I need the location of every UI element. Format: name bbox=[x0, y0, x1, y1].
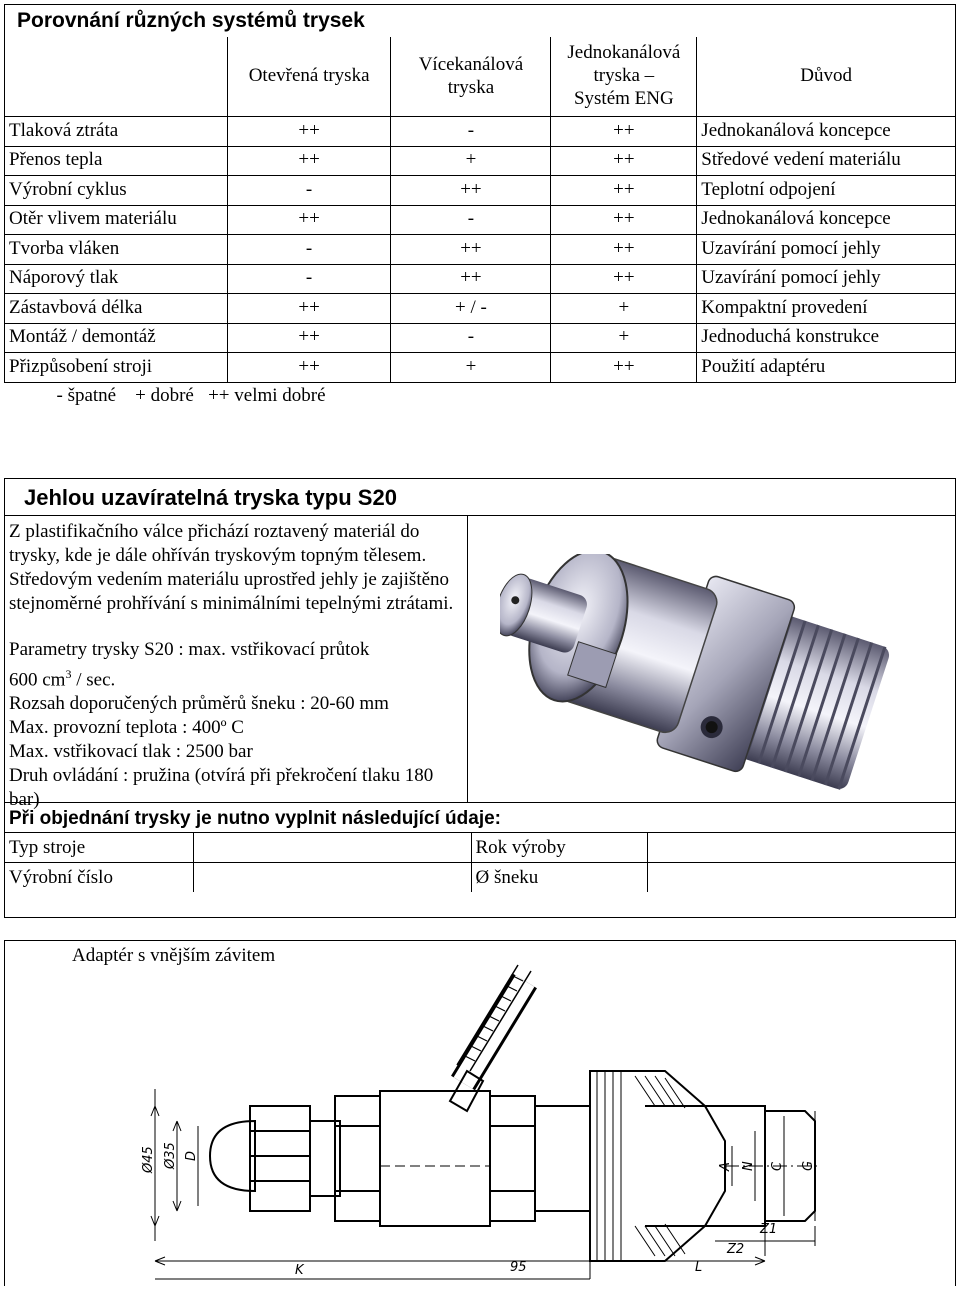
cell-singlechannel: ++ bbox=[551, 176, 697, 206]
comparison-title: Porovnání různých systémů trysek bbox=[5, 5, 956, 38]
table-row bbox=[5, 205, 956, 235]
cell-reason: Jednokanálová koncepce bbox=[697, 205, 956, 235]
row-label: Náporový tlak bbox=[5, 264, 228, 294]
label-c: C bbox=[770, 1161, 785, 1171]
field-year[interactable] bbox=[647, 833, 956, 863]
cell-open: ++ bbox=[227, 205, 391, 235]
cell-singlechannel: ++ bbox=[551, 235, 697, 265]
label-95: 95 bbox=[510, 1260, 527, 1275]
row-label: Tvorba vláken bbox=[5, 235, 228, 265]
cell-open: ++ bbox=[227, 117, 391, 147]
row-label: Přenos tepla bbox=[5, 146, 228, 176]
cell-open: ++ bbox=[227, 294, 391, 324]
comparison-table bbox=[4, 4, 956, 411]
label-d35: Ø35 bbox=[163, 1142, 178, 1169]
cell-reason: Jednoduchá konstrukce bbox=[697, 323, 956, 353]
cell-singlechannel: ++ bbox=[551, 205, 697, 235]
cell-multichannel: + bbox=[391, 146, 551, 176]
label-d45: Ø45 bbox=[141, 1146, 156, 1173]
cell-open: ++ bbox=[227, 323, 391, 353]
cell-open: - bbox=[227, 176, 391, 206]
param-control: Druh ovládání : pružina (otvírá při překročení tlaku 180 bar) bbox=[9, 765, 434, 811]
cell-reason: Středové vedení materiálu bbox=[697, 146, 956, 176]
row-label: Výrobní cyklus bbox=[5, 176, 228, 206]
label-n: N bbox=[741, 1161, 756, 1171]
row-label: Zástavbová délka bbox=[5, 294, 228, 324]
nozzle-section bbox=[4, 478, 956, 918]
cell-multichannel: - bbox=[391, 205, 551, 235]
legend: - špatné + dobré ++ velmi dobré bbox=[56, 385, 326, 407]
cell-reason: Kompaktní provedení bbox=[697, 294, 956, 324]
cell-multichannel: - bbox=[391, 117, 551, 147]
cell-reason: Jednokanálová koncepce bbox=[697, 117, 956, 147]
cell-open: - bbox=[227, 235, 391, 265]
table-row bbox=[5, 146, 956, 176]
nozzle-description: Z plastifikačního válce přichází roztavený materiál do trysky, kde je dále ohříván tryskovým topným tělesem. Středovým vedením materiálu uprostřed jehly je zajištěno stejnoměrné prohřívání s minimálními tepelnými ztrátami. bbox=[9, 521, 454, 614]
label-z1: Z1 bbox=[760, 1222, 778, 1237]
cell-multichannel: - bbox=[391, 323, 551, 353]
label-k: K bbox=[295, 1263, 304, 1278]
field-label-screw-diameter: Ø šneku bbox=[471, 863, 647, 893]
cell-singlechannel: ++ bbox=[551, 117, 697, 147]
table-row bbox=[5, 235, 956, 265]
table-row bbox=[5, 117, 956, 147]
header-multichannel: Vícekanálová tryska bbox=[391, 37, 551, 117]
table-row bbox=[5, 264, 956, 294]
table-row bbox=[5, 323, 956, 353]
nozzle-description-block bbox=[5, 516, 468, 811]
adapter-caption: Adaptér s vnějším závitem bbox=[72, 945, 276, 966]
label-l: L bbox=[695, 1260, 703, 1275]
cell-open: ++ bbox=[227, 353, 391, 383]
label-d: D bbox=[184, 1150, 199, 1161]
header-singlechannel: Jednokanálová tryska – Systém ENG bbox=[551, 37, 697, 117]
cell-open: ++ bbox=[227, 146, 391, 176]
header-reason: Důvod bbox=[697, 37, 956, 117]
cell-singlechannel: + bbox=[551, 323, 697, 353]
cell-reason: Uzavírání pomocí jehly bbox=[697, 264, 956, 294]
field-label-machine-type: Typ stroje bbox=[5, 833, 193, 863]
order-form bbox=[5, 832, 956, 892]
cell-reason: Uzavírání pomocí jehly bbox=[697, 235, 956, 265]
param-flow-value: 600 $cm^3$ / sec. bbox=[9, 667, 116, 691]
field-screw-diameter[interactable] bbox=[647, 863, 956, 893]
label-z2: Z2 bbox=[727, 1242, 745, 1257]
cell-singlechannel: ++ bbox=[551, 353, 697, 383]
adapter-drawing bbox=[5, 941, 955, 1291]
cell-reason: Teplotní odpojení bbox=[697, 176, 956, 206]
cell-singlechannel: ++ bbox=[551, 264, 697, 294]
field-label-serial: Výrobní číslo bbox=[5, 863, 193, 893]
cell-singlechannel: + bbox=[551, 294, 697, 324]
cell-multichannel: + / - bbox=[391, 294, 551, 324]
cell-multichannel: ++ bbox=[391, 176, 551, 206]
header-open-nozzle: Otevřená tryska bbox=[227, 37, 391, 117]
field-label-year: Rok výroby bbox=[471, 833, 647, 863]
param-flow: Parametry trysky S20 : max. vstřikovací průtok bbox=[9, 639, 370, 660]
param-pressure: Max. vstřikovací tlak : 2500 bar bbox=[9, 741, 253, 763]
field-machine-type[interactable] bbox=[193, 833, 471, 863]
adapter-section bbox=[4, 940, 956, 1286]
nozzle-title: Jehlou uzavíratelná tryska typu S20 bbox=[5, 479, 955, 516]
row-label: Otěr vlivem materiálu bbox=[5, 205, 228, 235]
table-row bbox=[5, 353, 956, 383]
row-label: Přizpůsobení stroji bbox=[5, 353, 228, 383]
cell-reason: Použití adaptéru bbox=[697, 353, 956, 383]
label-a: A bbox=[718, 1162, 733, 1171]
table-row bbox=[5, 176, 956, 206]
row-label: Tlaková ztráta bbox=[5, 117, 228, 147]
param-temp: Max. provozní teplota : 400º C bbox=[9, 717, 244, 739]
field-serial[interactable] bbox=[193, 863, 471, 893]
nozzle-photo bbox=[500, 554, 920, 799]
header-empty bbox=[5, 37, 228, 117]
param-diameter: Rozsah doporučených průměrů šneku : 20-60 mm bbox=[9, 693, 389, 715]
label-g: G bbox=[801, 1160, 816, 1171]
cell-singlechannel: ++ bbox=[551, 146, 697, 176]
order-title: Při objednání trysky je nutno vyplnit následující údaje: bbox=[5, 802, 956, 832]
cell-open: - bbox=[227, 264, 391, 294]
cell-multichannel: + bbox=[391, 353, 551, 383]
table-row bbox=[5, 294, 956, 324]
row-label: Montáž / demontáž bbox=[5, 323, 228, 353]
cell-multichannel: ++ bbox=[391, 264, 551, 294]
cell-multichannel: ++ bbox=[391, 235, 551, 265]
